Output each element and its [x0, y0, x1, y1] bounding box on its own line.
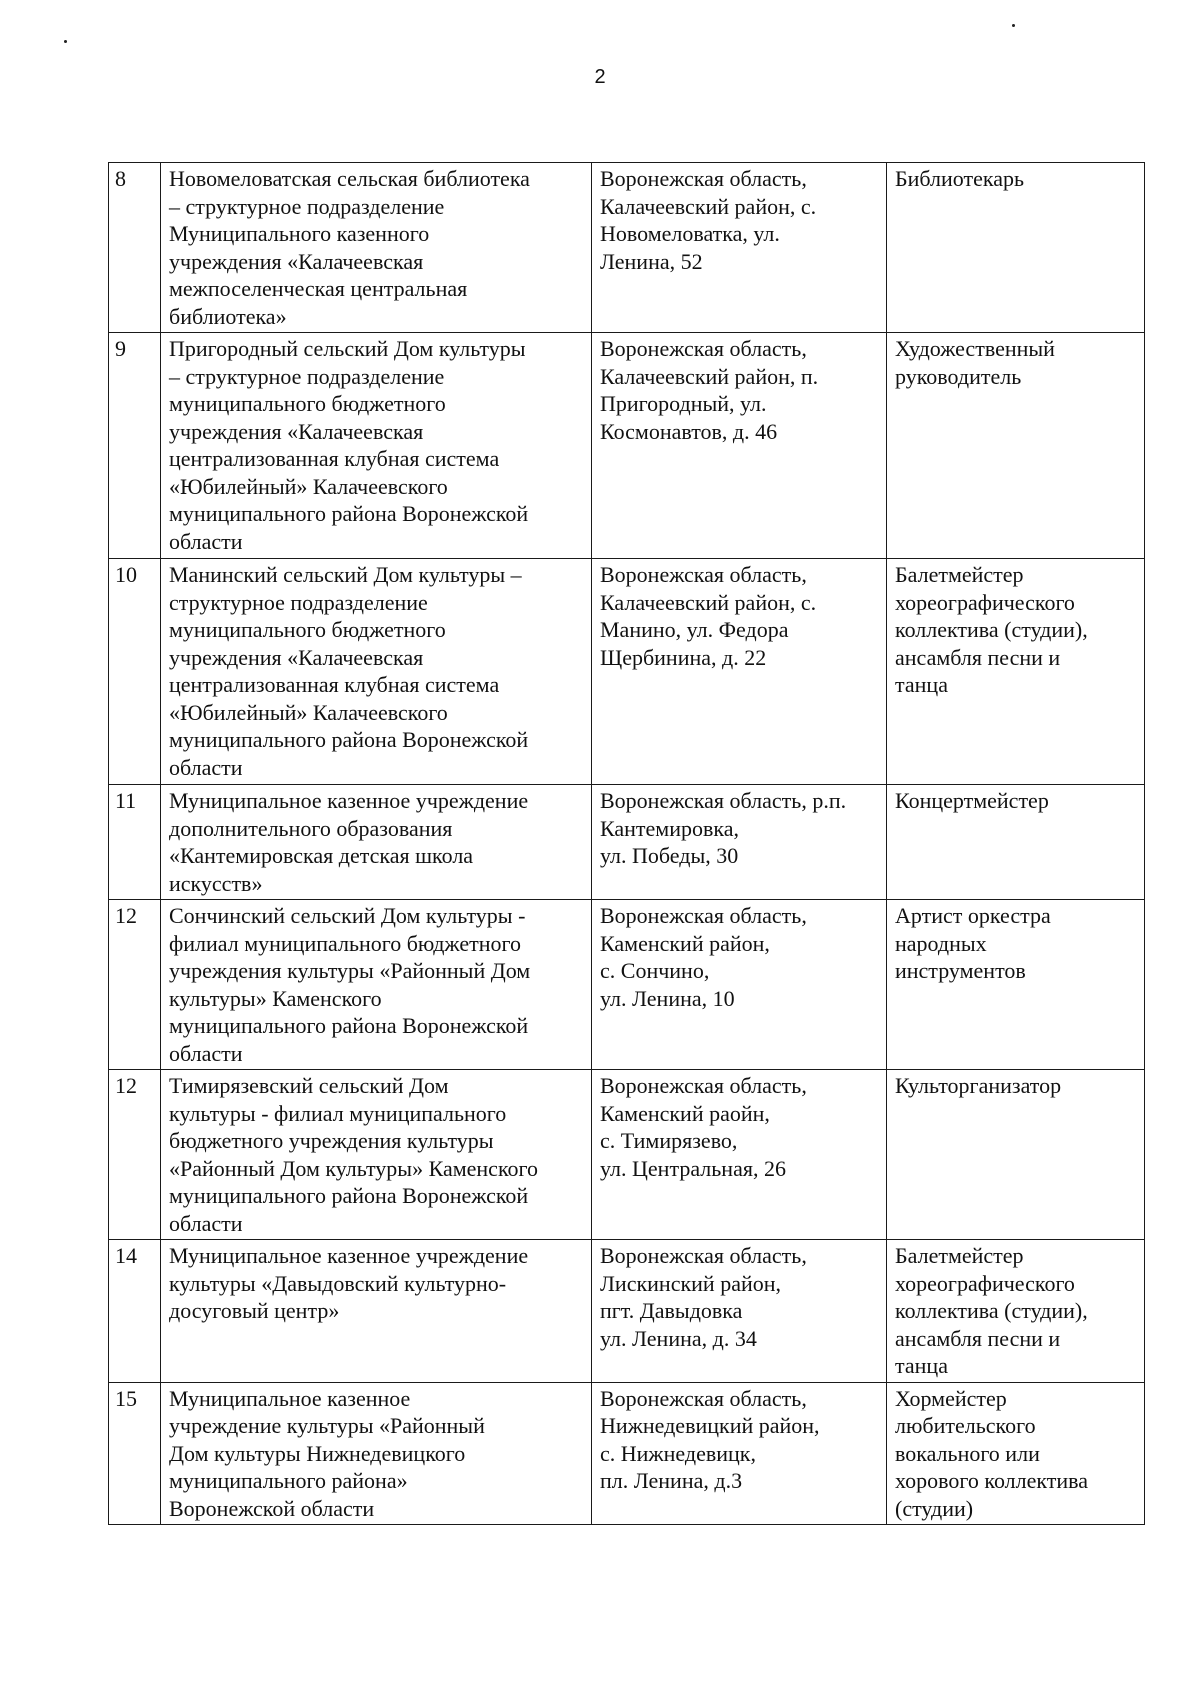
institution-cell: Тимирязевский сельский Дом культуры - филиал муниципального бюджетного учреждения культуры «Районный Дом культуры» Каменского муниципального района Воронежской области [161, 1070, 592, 1240]
scan-speck [1012, 24, 1015, 27]
row-number: 14 [109, 1240, 161, 1383]
row-number: 12 [109, 1070, 161, 1240]
table-row [109, 163, 1145, 333]
address-cell: Воронежская область, Каменский раойн, с. Тимирязево, ул. Центральная, 26 [592, 1070, 887, 1240]
position-cell: Балетмейстер хореографического коллектива (студии), ансамбля песни и танца [887, 559, 1145, 785]
table-row [109, 900, 1145, 1070]
address-cell: Воронежская область, р.п. Кантемировка, ул. Победы, 30 [592, 785, 887, 900]
position-cell: Балетмейстер хореографического коллектива (студии), ансамбля песни и танца [887, 1240, 1145, 1383]
position-cell: Библиотекарь [887, 163, 1145, 333]
table-row [109, 785, 1145, 900]
address-cell: Воронежская область, Калачеевский район, п. Пригородный, ул. Космонавтов, д. 46 [592, 333, 887, 559]
row-number: 8 [109, 163, 161, 333]
address-cell: Воронежская область, Калачеевский район, с. Манино, ул. Федора Щербинина, д. 22 [592, 559, 887, 785]
position-cell: Концертмейстер [887, 785, 1145, 900]
scan-speck [64, 40, 67, 43]
row-number: 9 [109, 333, 161, 559]
positions-table [108, 162, 1145, 1525]
row-number: 11 [109, 785, 161, 900]
table-row [109, 559, 1145, 785]
row-number: 15 [109, 1382, 161, 1525]
row-number: 12 [109, 900, 161, 1070]
page-number: 2 [594, 66, 606, 88]
table-row [109, 333, 1145, 559]
row-number: 10 [109, 559, 161, 785]
position-cell: Художественный руководитель [887, 333, 1145, 559]
table-row [109, 1240, 1145, 1383]
position-cell: Артист оркестра народных инструментов [887, 900, 1145, 1070]
institution-cell: Сончинский сельский Дом культуры - филиал муниципального бюджетного учреждения культуры «Районный Дом культуры» Каменского муниципального района Воронежской области [161, 900, 592, 1070]
address-cell: Воронежская область, Калачеевский район, с. Новомеловатка, ул. Ленина, 52 [592, 163, 887, 333]
table-row [109, 1382, 1145, 1525]
position-cell: Хормейстер любительского вокального или хорового коллектива (студии) [887, 1382, 1145, 1525]
address-cell: Воронежская область, Каменский район, с. Сончино, ул. Ленина, 10 [592, 900, 887, 1070]
institution-cell: Манинский сельский Дом культуры – структурное подразделение муниципального бюджетного учреждения «Калачеевская централизованная клубная система «Юбилейный» Калачеевского муниципального района Воронежской области [161, 559, 592, 785]
address-cell: Воронежская область, Нижнедевицкий район, с. Нижнедевицк, пл. Ленина, д.3 [592, 1382, 887, 1525]
address-cell: Воронежская область, Лискинский район, пгт. Давыдовка ул. Ленина, д. 34 [592, 1240, 887, 1383]
positions-table-container [108, 162, 1144, 1525]
position-cell: Культорганизатор [887, 1070, 1145, 1240]
institution-cell: Муниципальное казенное учреждение дополнительного образования «Кантемировская детская школа искусств» [161, 785, 592, 900]
institution-cell: Пригородный сельский Дом культуры – структурное подразделение муниципального бюджетного учреждения «Калачеевская централизованная клубная система «Юбилейный» Калачеевского муниципального района Воронежской области [161, 333, 592, 559]
institution-cell: Муниципальное казенное учреждение культуры «Давыдовский культурно- досуговый центр» [161, 1240, 592, 1383]
table-row [109, 1070, 1145, 1240]
institution-cell: Муниципальное казенное учреждение культуры «Районный Дом культуры Нижнедевицкого муниципального района» Воронежской области [161, 1382, 592, 1525]
institution-cell: Новомеловатская сельская библиотека – структурное подразделение Муниципального казенного учреждения «Калачеевская межпоселенческая центральная библиотека» [161, 163, 592, 333]
